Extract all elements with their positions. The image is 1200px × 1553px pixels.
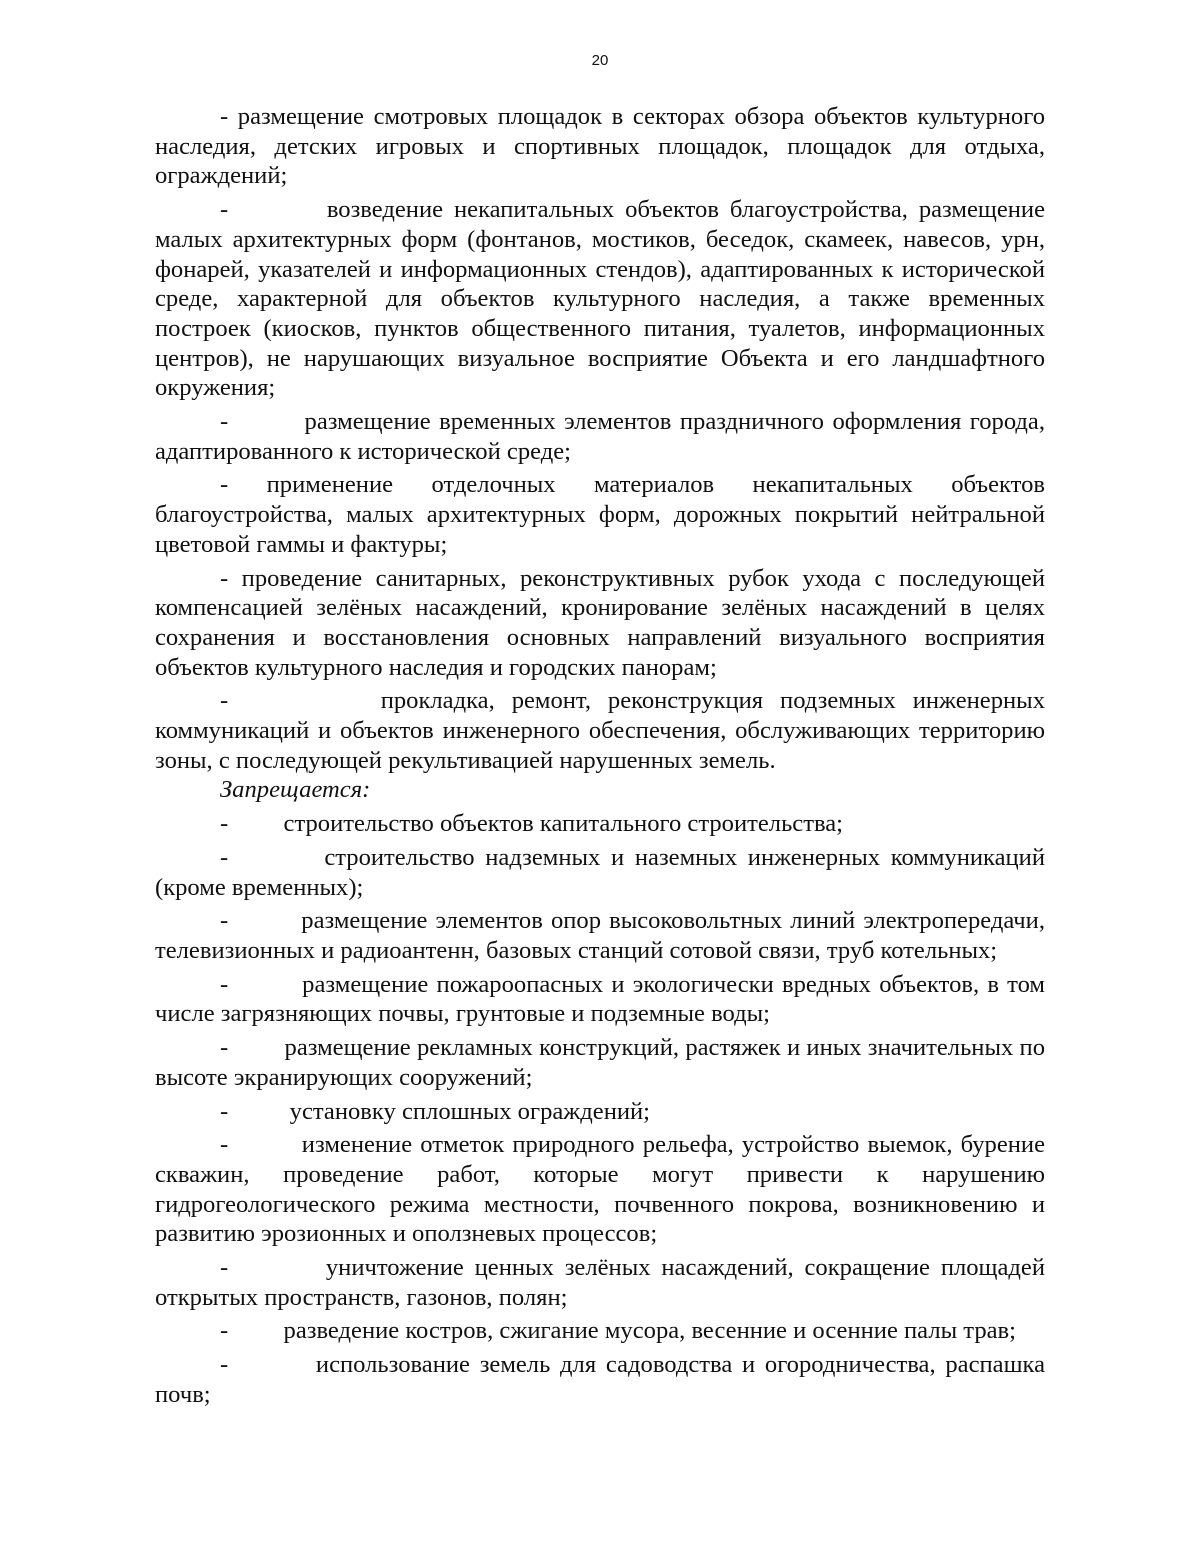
prohibited-item: - установку сплошных ограждений; xyxy=(220,1097,651,1125)
document-body xyxy=(155,102,1045,1410)
allowed-item: - проведение санитарных, реконструктивных рубок ухода с последующей компенсацией зелёных насаждений, кронирование зелёных насаждений в целях сохранения и восстановления основных направлений визуального восприятия объектов культурного наследия и городских панорам; xyxy=(155,564,1045,681)
prohibited-heading: Запрещается: xyxy=(220,776,371,804)
allowed-item: - возведение некапитальных объектов благоустройства, размещение малых архитектурных форм (фонтанов, мостиков, беседок, скамеек, навесов, урн, фонарей, указателей и информационных стендов), адаптированных к исторической среде, характерной для объектов культурного наследия, а также временных построек (киосков, пунктов общественного питания, туалетов, информационных центров), не нарушающих визуальное восприятие Объекта и его ландшафтного окружения; xyxy=(155,196,1045,402)
allowed-item: - размещение временных элементов праздничного оформления города, адаптированного к исторической среде; xyxy=(155,408,1045,465)
prohibited-item: - строительство надземных и наземных инженерных коммуникаций (кроме временных); xyxy=(155,843,1045,901)
prohibited-item: - размещение рекламных конструкций, растяжек и иных значительных по высоте экранирующих сооружений; xyxy=(155,1034,1045,1091)
prohibited-item: - разведение костров, сжигание мусора, весенние и осенние палы трав; xyxy=(220,1317,1016,1345)
prohibited-item: - использование земель для садоводства и огородничества, распашка почв; xyxy=(155,1351,1045,1408)
prohibited-item: - размещение элементов опор высоковольтных линий электропередачи, телевизионных и радиоантенн, базовых станций сотовой связи, труб котельных; xyxy=(155,907,1045,964)
prohibited-item: - уничтожение ценных зелёных насаждений, сокращение площадей открытых пространств, газонов, полян; xyxy=(155,1254,1045,1311)
allowed-item: - применение отделочных материалов некапитальных объектов благоустройства, малых архитектурных форм, дорожных покрытий нейтральной цветовой гаммы и фактуры; xyxy=(155,471,1045,558)
prohibited-item: - размещение пожароопасных и экологически вредных объектов, в том числе загрязняющих почвы, грунтовые и подземные воды; xyxy=(155,970,1045,1028)
page-number: 20 xyxy=(591,52,609,69)
prohibited-item: - изменение отметок природного рельефа, устройство выемок, бурение скважин, проведение работ, которые могут привести к нарушению гидрогеологического режима местности, почвенного покрова, возникновению и развитию эрозионных и оползневых процессов; xyxy=(155,1131,1045,1248)
allowed-item: - прокладка, ремонт, реконструкция подземных инженерных коммуникаций и объектов инженерного обеспечения, обслуживающих территорию зоны, с последующей рекультивацией нарушенных земель. xyxy=(155,687,1045,774)
prohibited-item: - строительство объектов капитального строительства; xyxy=(220,810,843,838)
allowed-item: - размещение смотровых площадок в секторах обзора объектов культурного наследия, детских игровых и спортивных площадок, площадок для отдыха, ограждений; xyxy=(155,103,1045,190)
